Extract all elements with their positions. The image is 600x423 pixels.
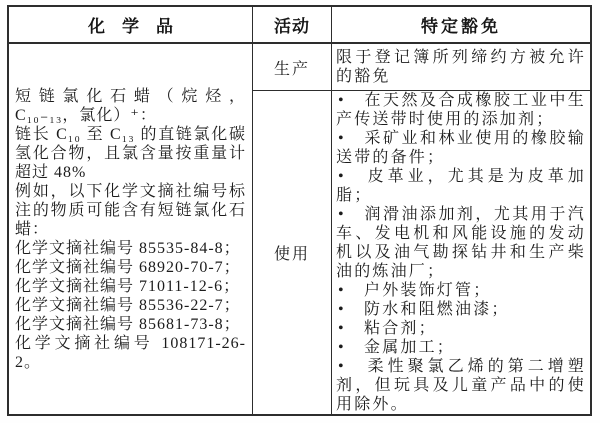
chemical-paragraph: 化学文摘社编号 85535-84-8；: [15, 239, 241, 257]
activity-label-use: 使用: [273, 246, 310, 263]
chemical-paragraph: 化学文摘社编号 85681-73-8；: [15, 315, 241, 333]
exemption-bullet-item: • 在天然及合成橡胶工业中生产传送带时使用的添加剂；: [336, 92, 586, 128]
chemical-paragraph: 化学文摘社编号 68920-70-7；: [15, 258, 241, 276]
chemical-paragraph: 化学文摘社编号 108171-26-2。: [15, 334, 246, 371]
activity-cell-use: [252, 91, 331, 414]
exemption-cell-use: [331, 91, 590, 414]
exemption-bullet-item: • 柔性聚氯乙烯的第二增塑剂，但玩具及儿童产品中的使用除外。: [336, 358, 586, 413]
exemption-bullet-item: • 采矿业和林业使用的橡胶输送带的备件；: [336, 130, 586, 166]
header-label-chemical: 化 学 品: [88, 17, 173, 36]
chemical-paragraph: 化学文摘社编号 71011-12-6；: [15, 277, 241, 295]
chemical-paragraph: 链长 C₁₀ 至 C₁₃ 的直链氯化碳氢化合物，且氯含量按重量计超过 48%: [15, 125, 246, 181]
exemption-cell-production: [331, 44, 590, 91]
header-label-exemption: 特定豁免: [421, 17, 501, 36]
chemical-paragraph: 短链氯化石蜡（烷烃，C₁₀₋₁₃，氯化）⁺：: [15, 87, 246, 124]
chemical-paragraph: 化学文摘社编号 85536-22-7；: [15, 296, 241, 314]
specific-exemptions-table: [7, 5, 592, 416]
header-cell-activity: [252, 7, 331, 44]
exemption-bullet-item: • 粘合剂；: [338, 320, 437, 337]
header-label-activity: 活动: [274, 17, 310, 36]
exemption-bullet-item: • 皮革业，尤其是为皮革加脂；: [336, 168, 586, 204]
chemical-paragraph: 例如，以下化学文摘社编号标注的物质可能含有短链氯化石蜡：: [15, 182, 246, 238]
activity-label-production: 生产: [273, 60, 310, 78]
exemption-bullet-item: • 防水和阻燃油漆；: [338, 301, 510, 318]
exemption-paragraph: 限于登记簿所列缔约方被允许的豁免: [336, 49, 586, 85]
activity-cell-production: [252, 44, 331, 91]
header-cell-exemption: [331, 7, 590, 44]
exemption-bullet-item: • 润滑油添加剂，尤其用于汽车、发电机和风能设施的发动机以及油气勘探钻井和生产柴油的炼油厂；: [336, 206, 586, 280]
exemption-bullet-item: • 户外装饰灯管；: [338, 282, 492, 299]
header-cell-chemical: [9, 7, 252, 44]
exemption-bullet-item: • 金属加工；: [338, 339, 456, 356]
chemical-description-cell: [9, 44, 252, 414]
